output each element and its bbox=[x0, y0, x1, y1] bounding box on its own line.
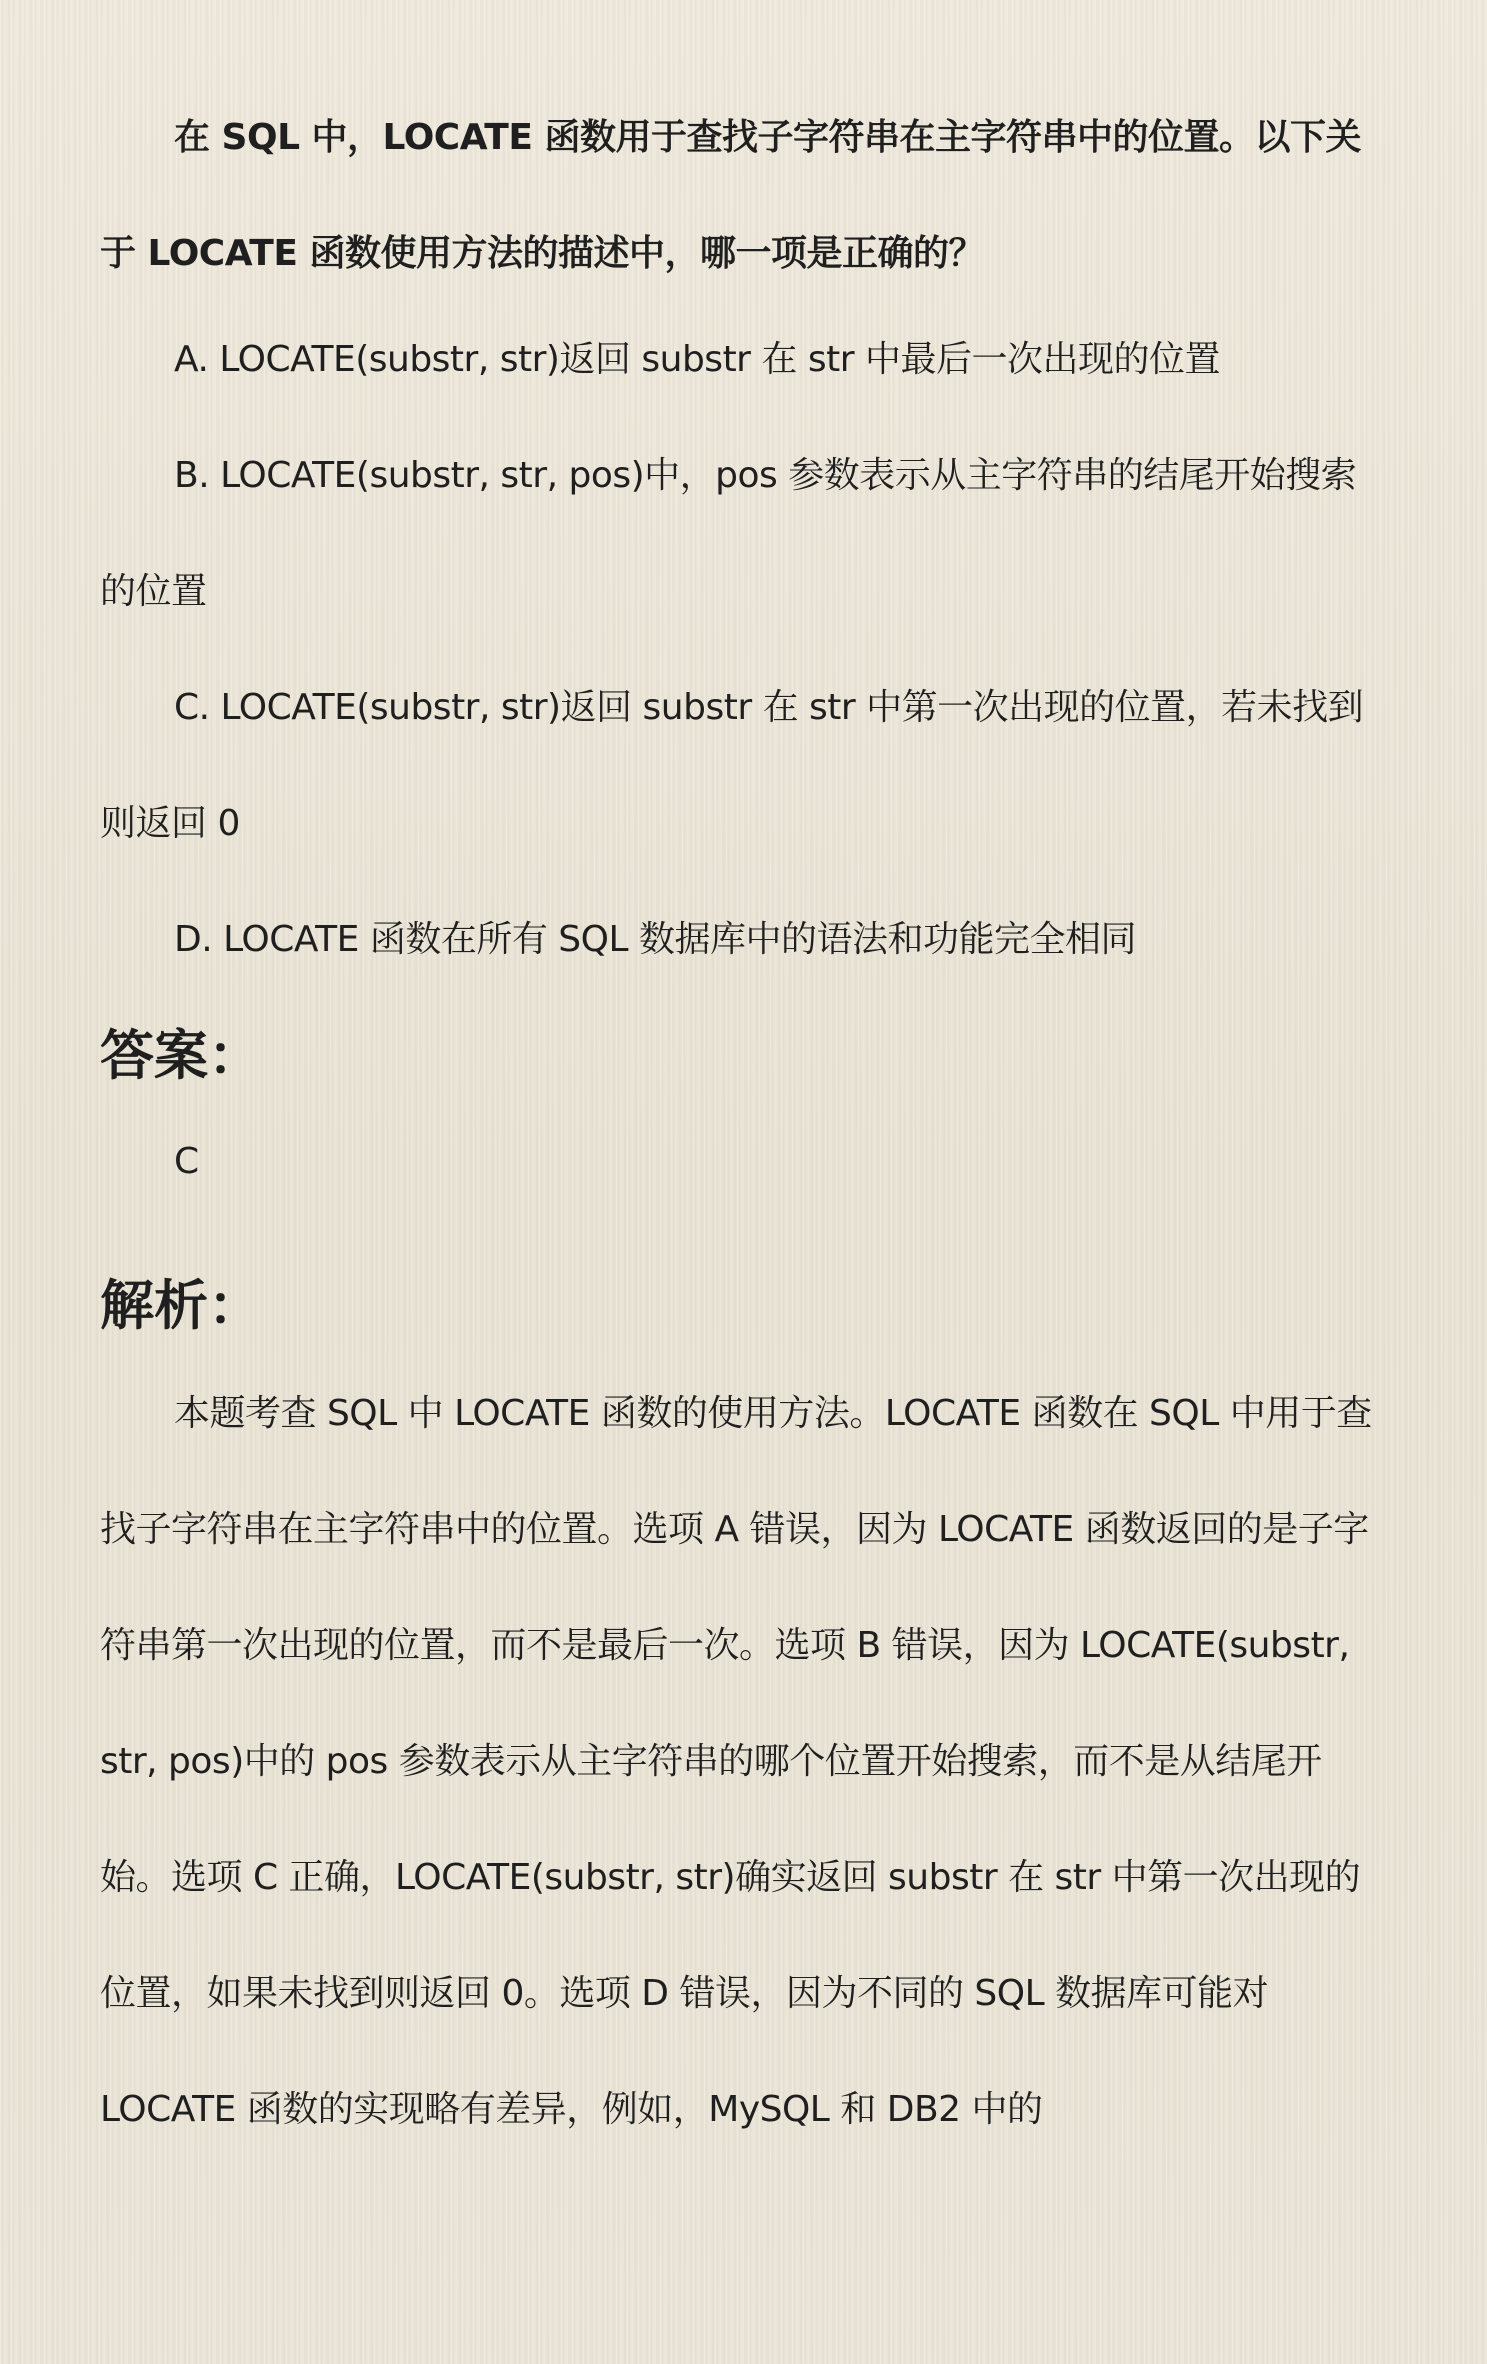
question-text: 在 SQL 中，LOCATE 函数用于查找子字符串在主字符串中的位置。以下关于 LOCATE 函数使用方法的描述中，哪一项是正确的？ bbox=[100, 117, 1361, 274]
option-c: C. LOCATE(substr, str)返回 substr 在 str 中第一次出现的位置，若未找到则返回 0 bbox=[100, 687, 1364, 844]
answer-value: C bbox=[174, 1141, 200, 1182]
option-a: A. LOCATE(substr, str)返回 substr 在 str 中最后一次出现的位置 bbox=[174, 339, 1220, 380]
option-b: B. LOCATE(substr, str, pos)中，pos 参数表示从主字符串的结尾开始搜索的位置 bbox=[100, 455, 1357, 612]
analysis-heading: 解析： bbox=[100, 1274, 262, 1337]
document-page bbox=[100, 117, 1390, 2168]
option-d: D. LOCATE 函数在所有 SQL 数据库中的语法和功能完全相同 bbox=[174, 919, 1136, 960]
analysis-text: 本题考查 SQL 中 LOCATE 函数的使用方法。LOCATE 函数在 SQL 中用于查找子字符串在主字符串中的位置。选项 A 错误，因为 LOCATE 函数返回的是子字符串第一次出现的位置，而不是最后一次。选项 B 错误，因为 LOCATE(substr, str, pos)中的 pos 参数表示从主字符串的哪个位置开始搜索，而不是从结尾开始。选项 C 正确，LOCATE(substr, str)确实返回 substr 在 str 中第一次出现的位置，如果未找到则返回 0。选项 D 错误，因为不同的 SQL 数据库可能对 LOCATE 函数的实现略有差异，例如，MySQL 和 DB2 中的 bbox=[100, 1393, 1372, 2130]
answer-heading: 答案： bbox=[100, 1024, 262, 1087]
